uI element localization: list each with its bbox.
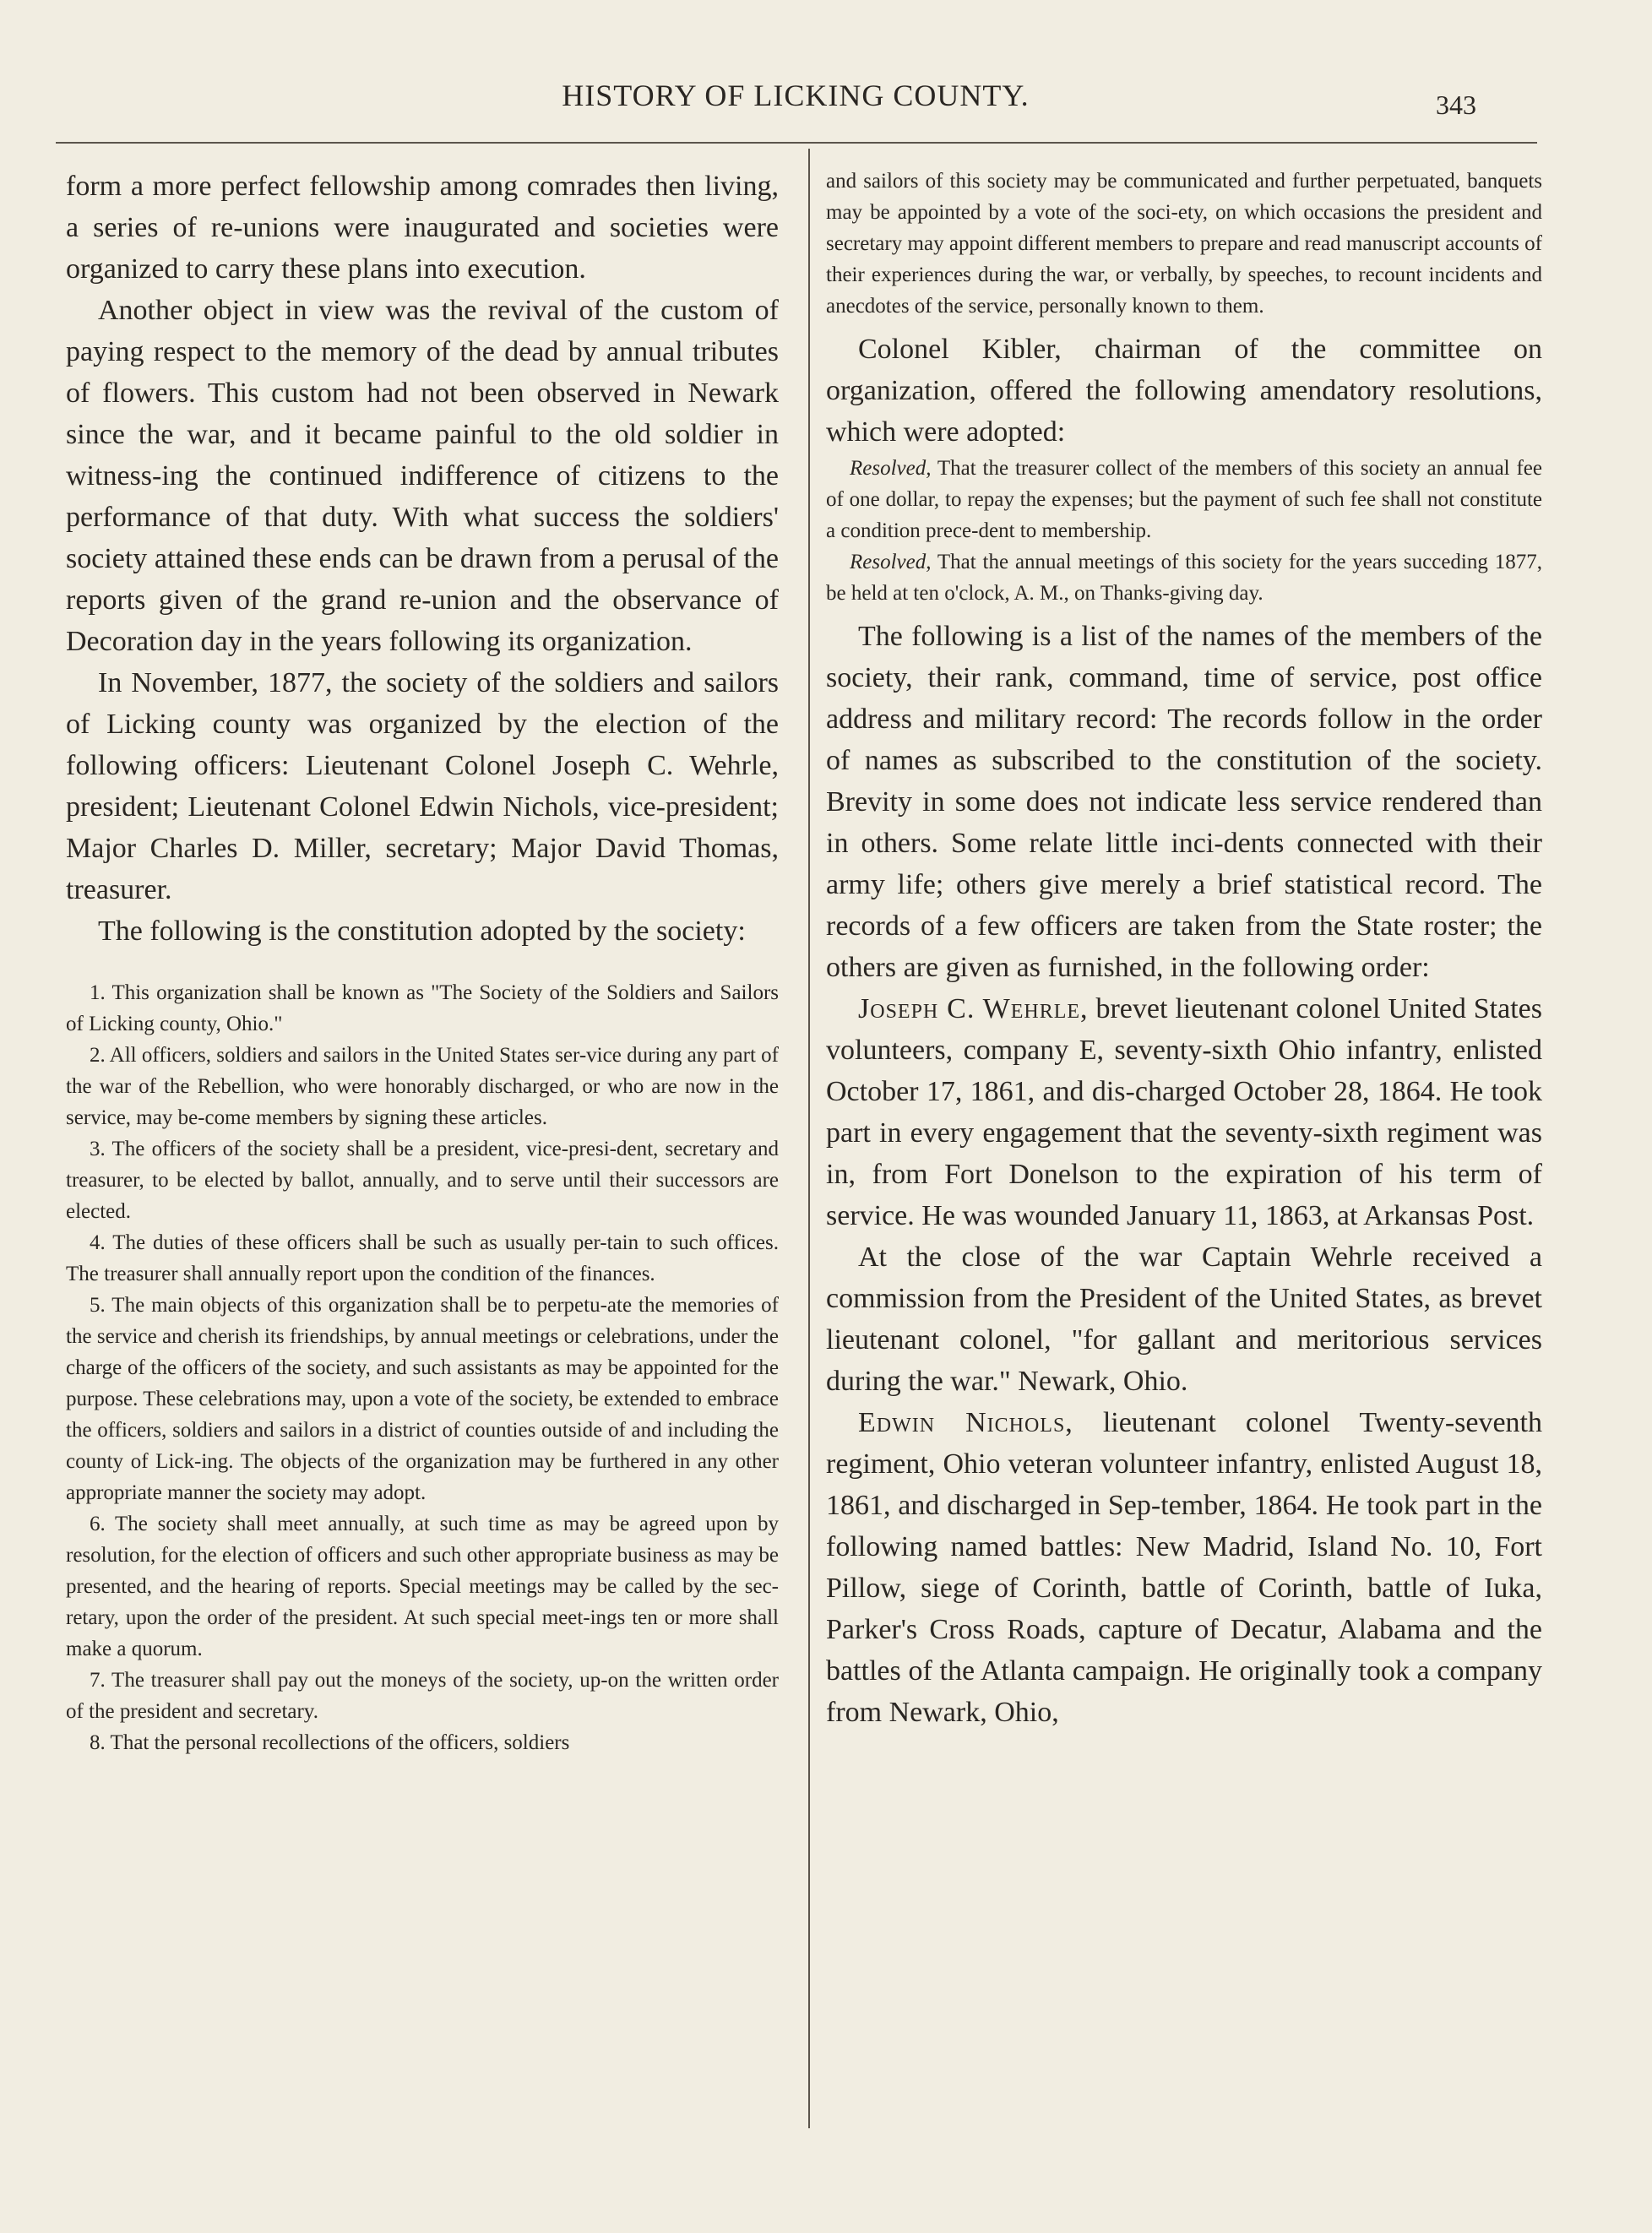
- article-2: 2. All officers, soldiers and sailors in the United States ser-vice during any part of the war of the Rebellion, who were honorably discharged, or who are now in the service, may be-come members by signing these articles.: [66, 1044, 779, 1129]
- resolution-1-text: That the treasurer collect of the members of this society an annual fee of one dollar, to repay the expenses; but the payment of such fee shall not constitute a condition prece-dent to membership.: [826, 457, 1542, 542]
- paragraph-constitution-intro: The following is the constitution adopted by the society:: [98, 915, 746, 947]
- article-6: 6. The society shall meet annually, at such time as may be agreed upon by resolution, for the election of officers and such other appropriate business as may be presented, and the hearing of reports. Special meetings may be called by the sec-retary, upon the order of the president. At such special meet-ings ten or more shall make a quorum.: [66, 1513, 779, 1660]
- entry-wehrle: [826, 988, 1542, 1236]
- entry-nichols: [826, 1402, 1542, 1733]
- entry-wehrle-text: brevet lieutenant colonel United States volunteers, company E, seventy-sixth Ohio infantry, enlisted October 17, 1861, and dis-charged October 28, 1864. He took part in every engagement that the seventy-sixth regiment was in, from Fort Donelson to the expiration of his term of service. He was wounded January 11, 1863, at Arkansas Post.: [826, 993, 1542, 1231]
- resolution-2-text: That the annual meetings of this society for the years succeding 1877, be held at ten o'clock, A. M., on Thanks-giving day.: [826, 551, 1542, 605]
- entry-nichols-text: lieutenant colonel Twenty-seventh regiment, Ohio veteran volunteer infantry, enlisted August 18, 1861, and discharged in Sep-tember, 1864. He took part in the following named battles: New Madrid, Island No. 10, Fort Pillow, siege of Corinth, battle of Corinth, battle of Iuka, Parker's Cross Roads, capture of Decatur, Alabama and the battles of the Atlanta campaign. He originally took a company from Newark, Ohio,: [826, 1407, 1542, 1728]
- running-title: HISTORY OF LICKING COUNTY.: [562, 79, 1030, 112]
- article-7: 7. The treasurer shall pay out the moneys of the society, up-on the written order of the president and secretary.: [66, 1669, 779, 1723]
- header-rule: [56, 142, 1537, 144]
- resolution-1: [826, 453, 1542, 546]
- article-4: 4. The duties of these officers shall be such as usually per-tain to such offices. The treasurer shall annually report upon the condition of the finances.: [66, 1231, 779, 1285]
- entry-nichols-name: Edwin Nichols,: [858, 1407, 1073, 1438]
- constitution-articles: [66, 977, 779, 1758]
- entry-wehrle-name: Joseph C. Wehrle,: [858, 993, 1089, 1024]
- article-1: 1. This organization shall be known as "The Society of the Soldiers and Sailors of Licking county, Ohio.": [66, 981, 779, 1035]
- article-8-continued: and sailors of this society may be communicated and further perpetuated, banquets may be appointed by a vote of the soci-ety, on which occasions the president and secretary may appoint different members to prepare and read manuscript accounts of their experiences during the war, or verbally, by speeches, to recount incidents and anecdotes of the service, personally known to them.: [826, 170, 1542, 318]
- resolution-2: [826, 546, 1542, 609]
- left-column: [66, 166, 779, 1758]
- paragraph-wehrle-commission: At the close of the war Captain Wehrle received a commission from the President of the United States, as brevet lieutenant colonel, "for gallant and meritorious services during the war." Newark, Ohio.: [826, 1241, 1542, 1397]
- article-3: 3. The officers of the society shall be a president, vice-presi-dent, secretary and treasurer, to be elected by ballot, annually, and to serve until their successors are elected.: [66, 1138, 779, 1223]
- paragraph-decoration-day: Another object in view was the revival of the custom of paying respect to the memory of the dead by annual tributes of flowers. This custom had not been observed in Newark since the war, and it became painful to the old soldier in witness-ing the continued indifference of citizens to the performance of that duty. With what success the soldiers' society attained these ends can be drawn from a perusal of the reports given of the grand re-union and the observance of Decoration day in the years following its organization.: [66, 295, 779, 657]
- paragraph-fellowship: form a more perfect fellowship among comrades then living, a series of re-unions were inaugurated and societies were organized to carry these plans into execution.: [66, 171, 779, 285]
- page-number: 343: [1436, 90, 1476, 120]
- resolution-1-label: Resolved,: [850, 457, 932, 480]
- article-5: 5. The main objects of this organization shall be to perpetu-ate the memories of the service and cherish its friendships, by annual meetings or celebrations, under the charge of the officers of the society, and such assistants as may be appointed for the purpose. These celebrations may, upon a vote of the society, be extended to embrace the officers, soldiers and sailors in a district of counties outside of and including the county of Lick-ing. The objects of the organization may be furthered in any other appropriate manner the society may adopt.: [66, 1294, 779, 1504]
- column-divider: [808, 149, 810, 2128]
- right-column: [826, 166, 1542, 1733]
- paragraph-member-list: The following is a list of the names of the members of the society, their rank, command, time of service, post office address and military record: The records follow in the order of names as subscribed to the constitution of the society. Brevity in some does not indicate less service rendered than in others. Some relate little inci-dents connected with their army life; others give merely a brief statistical record. The records of a few officers are taken from the State roster; the others are given as furnished, in the following order:: [826, 621, 1542, 983]
- resolution-2-label: Resolved,: [850, 551, 932, 573]
- running-head: [0, 78, 1652, 128]
- paragraph-society-organized: In November, 1877, the society of the soldiers and sailors of Licking county was organized by the election of the following officers: Lieutenant Colonel Joseph C. Wehrle, president; Lieutenant Colonel Edwin Nichols, vice-president; Major Charles D. Miller, secretary; Major David Thomas, treasurer.: [66, 667, 779, 905]
- article-8: 8. That the personal recollections of the officers, soldiers: [90, 1731, 570, 1754]
- paragraph-kibler: Colonel Kibler, chairman of the committee on organization, offered the following amendatory resolutions, which were adopted:: [826, 334, 1542, 448]
